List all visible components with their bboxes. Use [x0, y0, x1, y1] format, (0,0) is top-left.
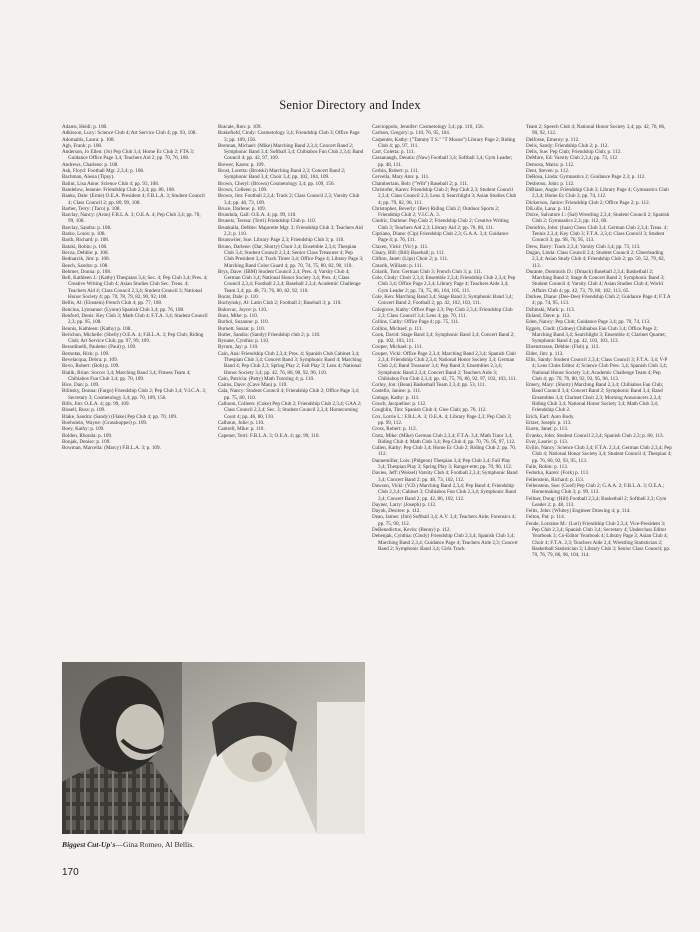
directory-entry: Carpenter, Kathy: ("Tammy T S." "T Mouse") Library Page 2; Riding Club 4; pp. 97, 111. — [372, 136, 516, 149]
directory-entry: Batzki, Robin: p. 108. — [62, 243, 108, 250]
directory-entry: Collins, Michael: p. 111. — [372, 325, 423, 332]
directory-entry: Collins, Cathy: Office Page 4; pp. 75, 111. — [372, 319, 460, 326]
directory-entry: Burbol, Suzanne: p. 110. — [218, 319, 269, 326]
directory-entry: Ertzer, Joseph: p. 113. — [526, 419, 572, 426]
directory-entry: Clifton, Janet: (Lips) Choir 2; p. 111. — [372, 256, 449, 263]
directory-entry: Faile, Robin: p. 113. — [526, 464, 569, 471]
directory-entry: Burnett, Susan: p. 110. — [218, 325, 265, 332]
directory-entry: Bice, Dan: p. 109. — [62, 382, 100, 389]
directory-entry: Cooper, Michael: p. 111. — [372, 344, 423, 351]
directory-entry: Bevelacqua, Debra: p. 109. — [62, 356, 118, 363]
directory-entry: Delis, Sandy: Friendship Club 2; p. 112. — [526, 142, 609, 149]
directory-entry: Beech, Sandra: p. 108. — [62, 262, 109, 269]
directory-entry: Dzbinski, Mark: p. 113. — [526, 306, 575, 313]
directory-entry: Felton, Pat: p. 114. — [526, 514, 565, 521]
directory-entry: Boeholein, Wayne: (Grasshopper) p. 109. — [62, 419, 148, 426]
directory-entry: Euren, Janet: p. 113. — [526, 426, 569, 433]
directory-column-2 — [218, 124, 364, 644]
directory-entry: Barko, Louis: p. 108. — [62, 231, 106, 238]
directory-entry: Ellis, Sandy: Student Council 2,3,4; Class Council 3; F.T.A. 3,4; V-P 4; Lens Clubs Editor 4; Science Club Pres. 3,4; Spanish Club 3,4; National Honor Society 3,4; Academic Challenge Team 4; Pep Club 4; pp. 70, 76, 80, 92, 93, 95, 96, 113. — [526, 356, 668, 382]
directory-entry: Cole, Ken: Marching Band 3,4; Stage Band 3; Symphonic Band 3,4; Concert Band 2; Football 2; pp. 42, 102, 103, 111. — [372, 294, 513, 307]
directory-entry: DeMore, Ed: Varsity Club 2,3,4; pp. 73, 112. — [526, 155, 619, 162]
directory-entry: Brys, Dave: (IBM) Student Council 2,4; Pres. 4; Varsity Club 4; German Club 3,4; National Honor Society 3,4; Pres. 4; Class Council 2,3,4; Football 2,3,4; Baseball 2,3,4; Academic Challenge Team 3,4; pp. 48, 73, 76, 80, 82, 92, 110. — [218, 268, 361, 294]
directory-entry: Brakefield, Cindy: Cosmetology 3,4; Friendship Club 3; Office Page 3; pp. 109, 156. — [218, 130, 360, 143]
directory-entry: Agh, Frank: p. 108. — [62, 142, 103, 149]
directory-entry: Adkisson, Lucy: Science Club 4; Art Service Club 4; pp. 93, 108. — [62, 130, 197, 137]
directory-entry: Bachman, Alesia (Tipsy). — [62, 174, 115, 181]
directory-entry: Calhoon, Colleen: (Coke) Pep Club 2; Friendship Club 2,3,4; GAA 2; Class Council 2,3,4; Sec. 3; Student Council 2,3,4; Homecoming Court 4; pp. 46, 80, 110. — [218, 401, 362, 420]
directory-entry: Calhoun, Julie: p. 110. — [218, 419, 265, 426]
directory-entry: Cottage, Kathy: p. 111. — [372, 394, 420, 401]
directory-entry: Barber, Terry: (Taco) p. 108. — [62, 205, 121, 212]
directory-entry: Cullen, Kathy: Pep Club 3,4; Home Ec Club 2; Riding Club 2; pp. 70, 112. — [372, 445, 517, 458]
directory-entry: Erich, Earl: Auto Body. — [526, 413, 575, 420]
directory-entry: Cain, Ana: Friendship Club 2,3,4; Pres. 4; Spanish Club Cabinet 3,4; Thespian Club 3,4; Concert Band 3; Symphonic Band 4; Marching Band 4; Pep Club 2,3; Spring Play 2; Fall Play 3; Lens 4; National Honor Society 3,4; pp. 42, 76, 86, 90, 92, 96, 110. — [218, 350, 362, 376]
directory-entry: Behmer, Donna: p. 108. — [62, 268, 112, 275]
directory-entry: Bruno, Darlene: (Dar, Shorty) Choir 3,4; Ensemble 2,3,4; Thespian Club 3,4; Student Council 2,3,4; Senior Class Treasurer 4; Pep Club President 3,4; Track Timer 3,4; Office Page 4; Library Page 3; Marching Band Color Guard 4; pp. 70, 74, 75, 80, 82, 90, 110. — [218, 243, 364, 269]
directory-entry: Bracale, Ron: p. 109. — [218, 124, 262, 130]
directory-entry: Bunt, Mike: p. 110. — [218, 312, 259, 319]
directory-entry: Bills, Jim: O.E.A. 4; pp. 99, 109. — [62, 401, 130, 408]
directory-column-3 — [372, 124, 518, 804]
directory-entry: Barth, Richard: p. 108. — [62, 237, 110, 244]
directory-entry: Brown, Colleen: p. 109. — [218, 186, 268, 193]
directory-entry: Donofrio, John: (Juan) Chess Club 3,4; German Club 2,3,4; Treas. 4; Tennis 2,3,4; Key Club 3; F.T.A. 2,3,4; Class Council 3; Student Council 3; pp. 98, 76, 95, 113. — [526, 224, 668, 244]
directory-entry: Brown, Jim: Football 2,3,4; Track 2; Class Council 2,3; Varsity Club 3,4; pp. 48, 73, 109. — [218, 193, 360, 206]
directory-entry: Dayner, Larry: (Joseph) p. 112. — [372, 501, 437, 508]
directory-entry: Bonjak, Denise: p. 109. — [62, 438, 111, 445]
directory-entry: Chamberlain, Bob: ("Wilt") Baseball 2; p. 111. — [372, 180, 469, 187]
directory-entry: Dugan, Linda: Class Council 2,4; Student Council 2; Cheerleading 2,3,4; Asian Study Club 4; Friendship Club 2; pp. 50, 52, 79, 82, 113. — [526, 249, 665, 269]
directory-entry: Christopher, Beverly: (Bev) Riding Club 2; Outdoor Sports 2; Friendship Club 2; V.I.C.A. 3. — [372, 205, 500, 219]
directory-entry: Benford, Denis: Key Club 3; Math Club 4; F.T.A. 3,4; Student Council 2,3; pp. 95, 108. — [62, 312, 208, 326]
directory-entry: Bissell, Russ: p. 109. — [62, 407, 106, 414]
directory-entry: Durkee, Diane: (Dee-Dee) Friendship Club 2; Guidance Page 4; F.T.A 4; pp. 74, 95, 113. — [526, 294, 671, 307]
directory-entry: Fellenstein, Richard: p. 113. — [526, 476, 585, 483]
directory-entry: Cook, David: Stage Band 3,4; Symphonic Band 3,4; Concert Band 2; pp. 102, 103, 111. — [372, 331, 515, 345]
directory-entry: Berardinelli, Paulette: (Paul) p. 109. — [62, 344, 137, 351]
directory-entry: Cole, Cindy: Choir 2,3,4; Ensemble 2,3,4; Friendship Club 2,3,4; Pep Club 3,4; Office Page 2,3,4; Library Page 4; Teachers Aide 3,4; Gym Leader 2; pp. 74, 75, 86, 104, 105, 111. — [372, 275, 516, 294]
directory-entry: Colarik, Tom: German Club 3; French Club 3; p. 111. — [372, 268, 483, 275]
directory-entry: Fedorka, Karen: (Fork) p. 113. — [526, 470, 590, 477]
directory-entry: Capener, Terri: F.B.L.A. 3; O.E.A. 4; pp. 99, 110. — [218, 432, 320, 439]
directory-entry: Fellner, Doug: (Hill) Football 2,3,4; Basketball 2; Softball 2,3; Gym Leader 2; p. 48, 113. — [526, 495, 667, 508]
directory-entry: Dawson, Vicki: (V.D.) Marching Band 2,3,4; Pep Band 4; Friendship Club 2,3,4; Cabinet 3; Chibiabos Fun Club 2,3,4; Symphonic Band 3,4; Concert Band 2; pp. 42, 86, 102, 112. — [372, 482, 517, 502]
directory-entry: Desbrosu, John: p. 112. — [526, 180, 575, 187]
directory-entry: Brewer, Karen: p. 109. — [218, 161, 265, 168]
caption-names: —Gina Romeo, Al Bellis. — [115, 840, 195, 849]
directory-entry: Bruce, Darlene: p. 109. — [218, 205, 266, 212]
directory-entry: Corley, Jon: (Bean) Basketball Team 2,3,4; pp. 53, 111. — [372, 382, 486, 389]
directory-entry: Davies, Jeff: (Wessel) Varsity Club 4; Football 2,3,4; Symphonic Band 3,4; Concert Band 2; pp. 48, 73, 102, 112. — [372, 470, 518, 483]
directory-entry: Debenjak, Cynthia: (Cindy) Friendship Club 2,3,4; Spanish Club 3,4; Marching Band 2,3,4; Guidance Page 4; Teachers Aide 2,3; Concert Band 2; Symphonic Band 3,4; Girls Track — [372, 533, 518, 552]
directory-entry: Bevo, Robert: (Bob) p. 109. — [62, 363, 120, 370]
directory-entry: Emery, Mary: (Shorty) Marching Band 2,3,4; Chibiabos Fan Club; Band Council 3,4; Concert Band 2; Symphonic Band 3,4; Band Ensembles 3,4; Clarinet Choir 2,3; Morning Announcers 2,3,4; Riding Club 3,4; National Honor Society 3,4; Math Club 3,4; Friendship Club 2. — [526, 382, 664, 414]
directory-entry: Evanko, John: Student Council 2,3,4; Spanish Club 2,3; p. 80, 113. — [526, 432, 664, 439]
directory-entry: Eden, Nancy: Pep Club; Guidance Page 3,4; pp. 70, 74, 113. — [526, 319, 651, 326]
directory-entry: Butler, Sandra: (Sandy) Friendship club 2; p. 110. — [218, 331, 321, 338]
directory-entry: Dent, Steven: p. 112. — [526, 168, 570, 175]
photo-caption — [62, 840, 365, 849]
directory-entry: Bolden, Rhonda: p. 109. — [62, 432, 113, 439]
directory-entry: Couch, Jacqueline: p. 112. — [372, 401, 427, 408]
directory-entry: Bowman, Marcella: (Marcy) F.B.L.A. 3; p. 109. — [62, 445, 161, 452]
directory-entry: Ever, Laurie: p. 113. — [526, 438, 569, 445]
directory-entry: Eggers, Cindi: (Cidney) Chibiabos Fan Club 3,4; Office Page 2; Marching Band 3,4; Searchlight 3; Ensemble 4; Clarinet Quartet; Symphonic Band 4; pp. 42, 103, 103, 113. — [526, 325, 667, 345]
directory-entry: Ash, Floyd: Football Mgr. 2,3,4; p. 108. — [62, 168, 145, 175]
directory-entry: Cassanaugh, Dennis: (Naw) Football 3,4; Softball 3,4; Gym Leader; pp. 48, 111. — [372, 155, 513, 168]
directory-entry: Feltis, John: (Whitey) Engineer Drawing 4; p. 114. — [526, 508, 631, 515]
directory-entry: Cross, Robert: p. 112. — [372, 426, 417, 433]
directory-entry: Blake, Sandra: (Sandy) (Flake) Pep Club 4; pp. 70, 109. — [62, 413, 178, 420]
directory-entry: Ehrenstrasse, Debbie: (Fish) p. 113. — [526, 344, 600, 351]
directory-entry: Bellis, Al: (Einstein) French Club 4; pp. 77, 108. — [62, 300, 163, 307]
directory-entry: Cairns, Dave: (Cave Man) p. 110. — [218, 382, 288, 389]
directory-entry: Bilinsky, Donna: (Fargo) Friendship Club 2; Pep Club 3,4; V.I.C.A. 3; Secretary 3; Cosmetology 3,4; pp. 70, 109, 156. — [62, 388, 207, 401]
directory-entry: Becza, Debbie: p. 108. — [62, 249, 109, 256]
directory-entry: Dolce, Salvatore J.: (Sal) Wrestling 2,3,4; Student Council 2; Spanish Club 2; Gymnastics 2,3; pp. 112, 60. — [526, 212, 670, 225]
directory-entry: Cala, Nancy: Student Council 4; Friendship Club 2; Office Page 3,4; pp. 75, 80, 110. — [218, 388, 360, 401]
directory-entry: Claxen, Vicki: (Vic) p. 111. — [372, 243, 429, 250]
directory-entry: Cooper, Vicki: Office Page 2,3,4; Marching Band 2,3,4; Spanish Club 2,3,4; Friendship Club 2,3,4; National Honor Society 3,4; German Club 2,4; Band Treasurer 3,4; Pep Band 3; Ensembles 2,3,4; Symphonic Band 2,3,4; Concert Band 2; Teachers Aide 3; Chibiabos Fun Club 2,3,4; pp. 42, 75, 76, 86, 92, 97, 102, 103, 111. — [372, 350, 517, 382]
directory-entry: Elder, Jim: p. 113. — [526, 350, 564, 357]
directory-column-1 — [62, 124, 208, 644]
directory-entry: Costello, Janine: p. 111. — [372, 388, 422, 395]
directory-entry: Colegrove, Kathy: Office Page 2,3; Pep Club 2,3,4; Friendship Club 2,3; Class Council 3,4; Lens 4; pp. 70, 111. — [372, 306, 513, 319]
photo-illustration — [62, 662, 365, 834]
directory-entry: Carcioppolo, Jennifer: Cosmetology 3,4; pp. 110, 156. — [372, 124, 484, 130]
directory-entry: Byrum, Jay: p. 110. — [218, 344, 259, 351]
directory-entry: Delis, Sue: Pep Club; Friendship Club; p. 112. — [526, 149, 622, 156]
directory-entry: Andrews, Charlene: p. 108. — [62, 161, 119, 168]
directory-entry: Cervella, Mary Ann: p. 111. — [372, 174, 430, 181]
directory-entry: Barclay, Sandra: p. 108. — [62, 224, 112, 231]
directory-entry: Anderson, Jo Ellen: (Jo) Pep Club 3,4; Home Ec Club 2; FTA 3; Guidance Office Page 3,4; Teachers Aid 2; pp. 70, 76, 108. — [62, 149, 195, 162]
directory-entry: Cindric, Darlene: Pep Club 2; Friendship Club 2; Creative Writing Club 3; Teachers Aid 2,3; Library Aid 2; pp. 70, 86, 111. — [372, 218, 509, 231]
directory-entry: Bukovac, Joyce: p. 110. — [218, 306, 268, 313]
directory-entry: Durante, Dominick D.: (Dmack) Baseball 2,3,4; Basketball 2; Marching Band 2; Stage & Concert Band 2; Symphonic Band 3; Student Council 4; Varsity Club 4; Asian Studies Club 4; World Affairs Club 4; pp. 42, 73, 79, 80, 102, 113, 65. — [526, 268, 665, 294]
directory-entry: Banks, Dale: (Ernie) O.E.A. President 4; F.B.L.A. 3; Student Council 4; Class Council 2; pp. 80, 99, 108. — [62, 193, 205, 206]
directory-entry: Cerbin, Robert: p. 111. — [372, 168, 420, 175]
directory-entry: DeBenedictus, Kevin: (Benny) p. 112. — [372, 527, 451, 533]
directory-entry: Brunetz, Teresa: (Terri) Friendship Club p. 110. — [218, 218, 316, 225]
senior-photo — [62, 662, 365, 834]
directory-entry: Bynane, Cynthia: p. 110. — [218, 338, 270, 345]
directory-entry: Barclay, Nancy: (Aron) F.B.L.A. 3; O.E.A. 4; Pep Club 3,4; pp. 70, 99, 108. — [62, 212, 201, 225]
directory-entry: Cantrell, Mike: p. 110. — [218, 426, 265, 433]
directory-entry: Adams, Heidi: p. 108. — [62, 124, 108, 130]
directory-entry: Bednarcik, Jim: p. 108. — [62, 256, 110, 263]
directory-entry: Ekland, Dave: p. 113. — [526, 312, 571, 319]
caption-lead: Biggest Cut-Up's — [62, 840, 116, 849]
directory-entry: Fende, Lorraine M.: (Lori) Friendship Club 2,3,4; Vice-President 3; Pep Club 2,3,4; Spanish Club 3,4; Secretary 4; Underclass Editor Yearbook 3; Co-Editor Yearbook 4; Library Page 3; Asian Club 4; Choir 4; F.T.A. 2,3; Teachers Aide 2,4; Wrestling Statistician 2; Basketball Statistician 3; Library Club 3; Senior Class Council; pp. 70, 76, 79, 86, 96, 104, 114. — [526, 520, 671, 559]
directory-entry: Brost, Loretta: (Brotski) Marching Band 2,3; Concert Band 2; Symphonic Band 3,4; Choir 3,4; pp. 102, 104, 109. — [218, 168, 346, 181]
directory-entry: Demosa, Maria: p. 112. — [526, 161, 575, 168]
directory-entry: Bucar, Dale: p. 110. — [218, 294, 260, 301]
directory-entry: Brown, Cheryl: (Brown) Cosmetology 3,4; pp. 109, 156. — [218, 180, 335, 187]
directory-entry: Adomaitis, Laura: p. 108. — [62, 136, 115, 143]
directory-entry: Carr, Coletta: p. 111. — [372, 149, 415, 156]
directory-entry: Drew, Barry: Track 2,3,4; Varsity Club 3,4; pp. 73, 113. — [526, 243, 641, 250]
page-number: 170 — [62, 867, 79, 878]
directory-entry: Cmarik, William: p. 111. — [372, 262, 424, 269]
directory-entry: Cleary, Bill: (Bill) Baseball; p. 111. — [372, 249, 445, 256]
directory-entry: Evilio, Nancy: Science Club 3,4; F.T.A. 2,3,4; German Club 2,3,4; Pep Club 4; National Honor Society 3,4; Student Council 4; Thespian 4; pp. 76, 80, 92, 93, 95, 113. — [526, 445, 672, 464]
directory-entry: Delfosse, Emeroy: p. 112. — [526, 136, 580, 143]
directory-entry: Cain, Patricia: (Patty) Math Tutoring 4; p. 110. — [218, 375, 315, 382]
directory-entry: Cipriano, Diane: (Cip) Friendship Club 2,3; G.A.A. 3,4; Guidance Page 4; p. 76, 111. — [372, 231, 509, 244]
directory-entry: Cox, Lorrie L.: F.B.L.A. 3; O.E.A. 4; Library Page 2,3; Pep Club 3; pp. 99, 112. — [372, 413, 512, 426]
directory-entry: Coughlin, Tim: Spanish Club 4; Glee Club; pp. 76, 112. — [372, 407, 487, 414]
directory-column-4 — [526, 124, 672, 804]
directory-entry: Bell, Kathleen J.: (Kathy) Thespians 3,4; Sec. 4; Pep Club 3,4; Pres. 4; Creative Writing Club 4; Asian Studies Club Sec. Treas. 4; Teachers Aid 4; Class Council 2,3,4; Student Council 3; National Honor Society 4; pp. 70, 78, 79, 82, 90, 92, 108. — [62, 275, 208, 301]
directory-entry: Brunkalla, Debbie: Majorette Mgr. 3; Friendship Club 3; Teachers Aid 2,3; p. 110. — [218, 224, 363, 238]
directory-entry: Ctutz, Mike: (Mike) German Club 2,3,4; F.T.A. 3,4; Math Tutor 3,4; Riding Club 4; Math Club 3,4; Pep Club 4; pp. 70, 76, 95, 97, 112. — [372, 432, 516, 445]
directory-entry: Boey, Kathy: p. 109. — [62, 426, 105, 433]
page-title: Senior Directory and Index — [279, 98, 421, 112]
directory-entry: Brundula, Gail: O.E.A. 4; pp. 99, 110. — [218, 212, 297, 219]
directory-entry: Bandelow, Jeannie: Friendship Club 2,3,4; pp. 86, 108. — [62, 186, 176, 193]
directory-entry: Carlson, Gregory: p. 110, 76, 95, 104. — [372, 130, 451, 137]
directory-entry: Bencina, Lynnanne: (Lynne) Spanish Club 3,4; pp. 76, 108. — [62, 306, 185, 313]
directory-entry: Dayok, Desiree: p. 112. — [372, 508, 421, 515]
directory-entry: DiBiase, Angie: Friendship Club 3; Library Page 4; Gymnastics Club 2,3,4; Home Ec Club 3; pp. 74, 112. — [526, 186, 669, 200]
directory-entry: Brennan, Michael: (Mike) Marching Band 2,3,4; Concert Band 2; Symphonic Band 3,4; Softball 3,4; Chibiabos Fun Club 2,3,4; Band Council 4; pp. 42, 97, 109. — [218, 142, 364, 162]
directory-entry: Brunswiler, Sue: Library Page 2,3; Friendship Club 3; p. 110. — [218, 237, 345, 244]
directory-entry: Fellenstein, Sue: (Goof) Pep Club 2; G.A.A. 2; F.B.L.A. 3; O.E.A.; Homemaking Club 3; p. 99, 113. — [526, 482, 665, 496]
directory-entry: Balint, Lisa Anne: Science Club 4; pp. 93, 108. — [62, 180, 160, 187]
directory-entry: Buchynsky, Al: Latin Club 2; Football 2; Baseball 3; p. 110. — [218, 300, 342, 307]
directory-entry: Bernotas, Rick: p. 109. — [62, 350, 110, 357]
directory-entry: Christofer, Karen: Friendship Club 2; Pep Club 2,3; Student Council 2,3,4; Class Council 2,3; Lens 4; Searchlight 3; Asian Studies Club 4; pp. 79, 82, 96, 111. — [372, 186, 517, 206]
directory-entry: Bennis, Kathleen: (Kathy) p. 108. — [62, 325, 132, 332]
directory-entry: Dannemiller, Lois: (Pidgeon) Thespian 3,4; Pep Club 3,4; Fall Play 3,4; Thespian Play 3; Spring Play 3; Ranger-ette; pp. 70, 90, 112. — [372, 457, 513, 471]
directory-entry: DiLullo, Lana: p. 112. — [526, 205, 572, 212]
directory-entry: Dickerson, Janice: Friendship Club 2; Office Page 2; p. 112. — [526, 199, 650, 206]
directory-entry: Bialik, Brian: Soccer 3,4; Marching Band 3,4; Fitness Team 4; Chibiabos Fun Club 3,4; pp. 70, 109. — [62, 369, 191, 382]
directory-entry: Berichon, Michelle: (Shelly) O.E.A. 4; F.B.L.A. 3; Pep Club; Riding Club; Art Service Club; pp. 97, 99, 109. — [62, 331, 204, 345]
directory-entry: DeRosa, Linda: Gymnastics 2; Guidance Page 2,3; p. 112. — [526, 174, 646, 181]
directory-entry: Team 2; Speech Club 4; National Honor Society 3,4; pp. 42, 76, 86, 90, 92, 112. — [526, 124, 666, 137]
directory-entry: Dean, James: (Jim) Softball 3,4; A.V. 3,4; Teachers Aide; Forensics 4; pp. 75, 90, 112. — [372, 514, 516, 527]
